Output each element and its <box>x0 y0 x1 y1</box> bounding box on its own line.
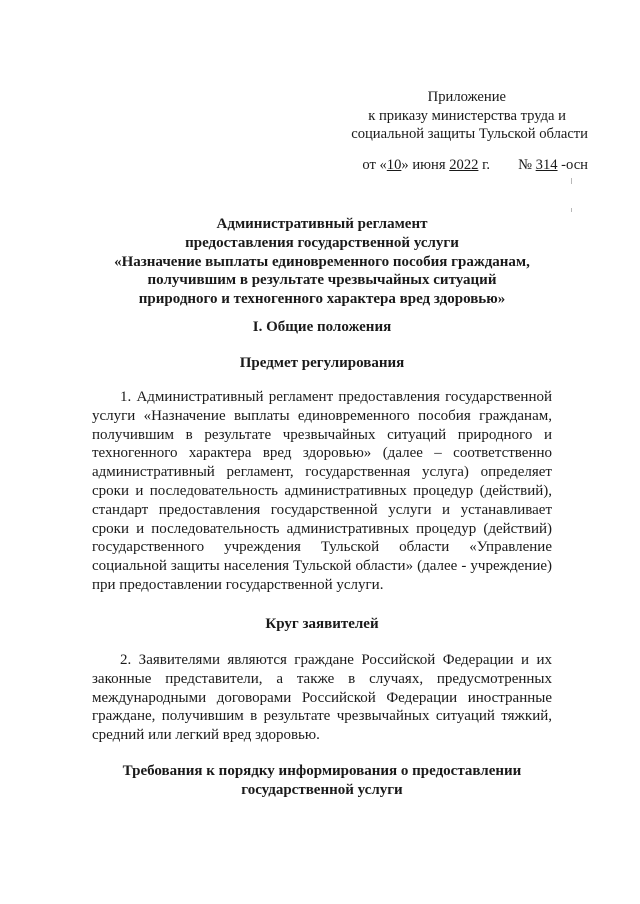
section-heading-general: I. Общие положения <box>252 319 392 335</box>
order-number: 314 <box>535 156 558 173</box>
number-suffix: -осн <box>557 156 588 173</box>
paragraph-2: 2. Заявителями являются граждане Российской Федерации и их законные представители, а также в случаях, предусмотренных международными договорами Российской Федерации иностранные граждане, получившим в результате чрезвычайных ситуаций тяжкий, средний или легкий вред здоровью. <box>92 652 552 744</box>
scan-speck <box>571 178 572 184</box>
title-line-3: «Назначение выплаты единовременного пособия гражданам, <box>114 253 530 270</box>
date-prefix: от « <box>362 156 387 173</box>
title-line-4: получившим в результате чрезвычайных ситуаций <box>147 272 497 289</box>
title-line-2: предоставления государственной услуги <box>185 234 459 251</box>
scan-speck <box>571 208 572 212</box>
title-line-5: природного и техногенного характера вред здоровью» <box>138 291 506 308</box>
appendix-order-line: к приказу министерства труда и <box>368 107 566 124</box>
appendix-date-line <box>288 156 588 175</box>
document-title <box>92 215 552 309</box>
subsection-heading-applicants: Круг заявителей <box>265 616 379 632</box>
requirements-line-1: Требования к порядку информирования о предоставлении <box>122 763 522 779</box>
appendix-label: Приложение <box>427 89 506 105</box>
appendix-ministry-line: социальной защиты Тульской области <box>351 126 588 142</box>
number-prefix: № <box>518 156 536 173</box>
date-year: 2022 <box>449 156 479 173</box>
title-line-1: Административный регламент <box>216 216 428 232</box>
subsection-heading-subject: Предмет регулирования <box>239 355 405 371</box>
subsection-heading-requirements <box>92 762 552 800</box>
paragraph-1: 1. Административный регламент предоставления государственной услуги «Назначение выплаты единовременного пособия гражданам, получившим в результате чрезвычайных ситуаций природного и техногенного характера вред здоровью» (далее – соответственно административный регламент, государственная услуга) определяет сроки и последовательность административных процедур (действий), стандарт предоставления государственной услуги и устанавливает сроки и последовательность административных процедур (действий) государственного учреждения Тульской области «Управление социальной защиты населения Тульской области» (далее - учреждение) при предоставлении государственной услуги. <box>92 389 552 593</box>
appendix-block <box>288 88 588 174</box>
date-month: » июня <box>401 156 450 173</box>
date-day: 10 <box>386 156 402 173</box>
date-suffix: г. <box>478 156 491 173</box>
requirements-line-2: государственной услуги <box>241 781 403 798</box>
